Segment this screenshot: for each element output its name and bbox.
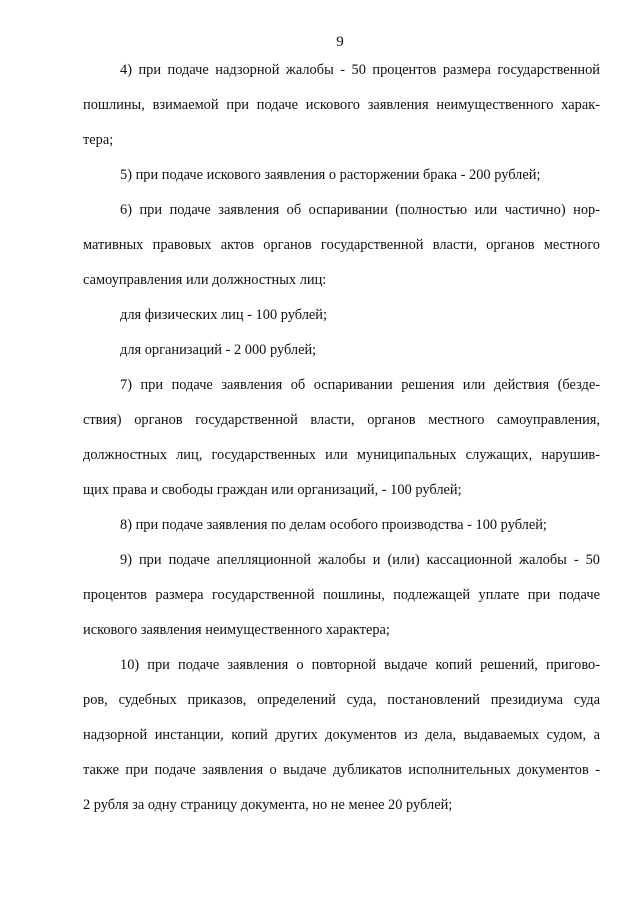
page-number: 9 [336, 34, 344, 50]
text-line: мативных правовых актов органов государственной власти, органов местного [83, 237, 600, 253]
text-line: процентов размера государственной пошлины, подлежащей уплате при подаче [83, 587, 600, 603]
text-line: для организаций - 2 000 рублей; [120, 342, 317, 358]
text-line: надзорной инстанции, копий других документов из дела, выдаваемых судом, а [83, 727, 600, 743]
text-line: искового заявления неимущественного характера; [83, 622, 390, 638]
text-line: 4) при подаче надзорной жалобы - 50 процентов размера государственной [120, 62, 600, 78]
text-line: также при подаче заявления о выдаче дубликатов исполнительных документов - [83, 762, 600, 778]
text-line: 6) при подаче заявления об оспаривании (полностью или частично) нор- [120, 202, 600, 218]
text-line: ров, судебных приказов, определений суда, постановлений президиума суда [83, 692, 600, 708]
text-line: 2 рубля за одну страницу документа, но не менее 20 рублей; [83, 797, 453, 813]
text-line: 10) при подаче заявления о повторной выдаче копий решений, пригово- [120, 657, 600, 673]
text-line: самоуправления или должностных лиц: [83, 272, 327, 288]
text-line: 5) при подаче искового заявления о расторжении брака - 200 рублей; [120, 167, 541, 183]
text-line: должностных лиц, государственных или муниципальных служащих, нарушив- [83, 447, 600, 463]
text-line: щих права и свободы граждан или организаций, - 100 рублей; [83, 482, 462, 498]
text-line: ствия) органов государственной власти, органов местного самоуправления, [83, 412, 600, 428]
text-line: 9) при подаче апелляционной жалобы и (или) кассационной жалобы - 50 [120, 552, 600, 568]
text-line: пошлины, взимаемой при подаче искового заявления неимущественного харак- [83, 97, 600, 113]
text-line: для физических лиц - 100 рублей; [120, 307, 327, 323]
text-line: тера; [83, 132, 114, 148]
text-line: 7) при подаче заявления об оспаривании решения или действия (безде- [120, 377, 600, 393]
text-line: 8) при подаче заявления по делам особого производства - 100 рублей; [120, 517, 547, 533]
